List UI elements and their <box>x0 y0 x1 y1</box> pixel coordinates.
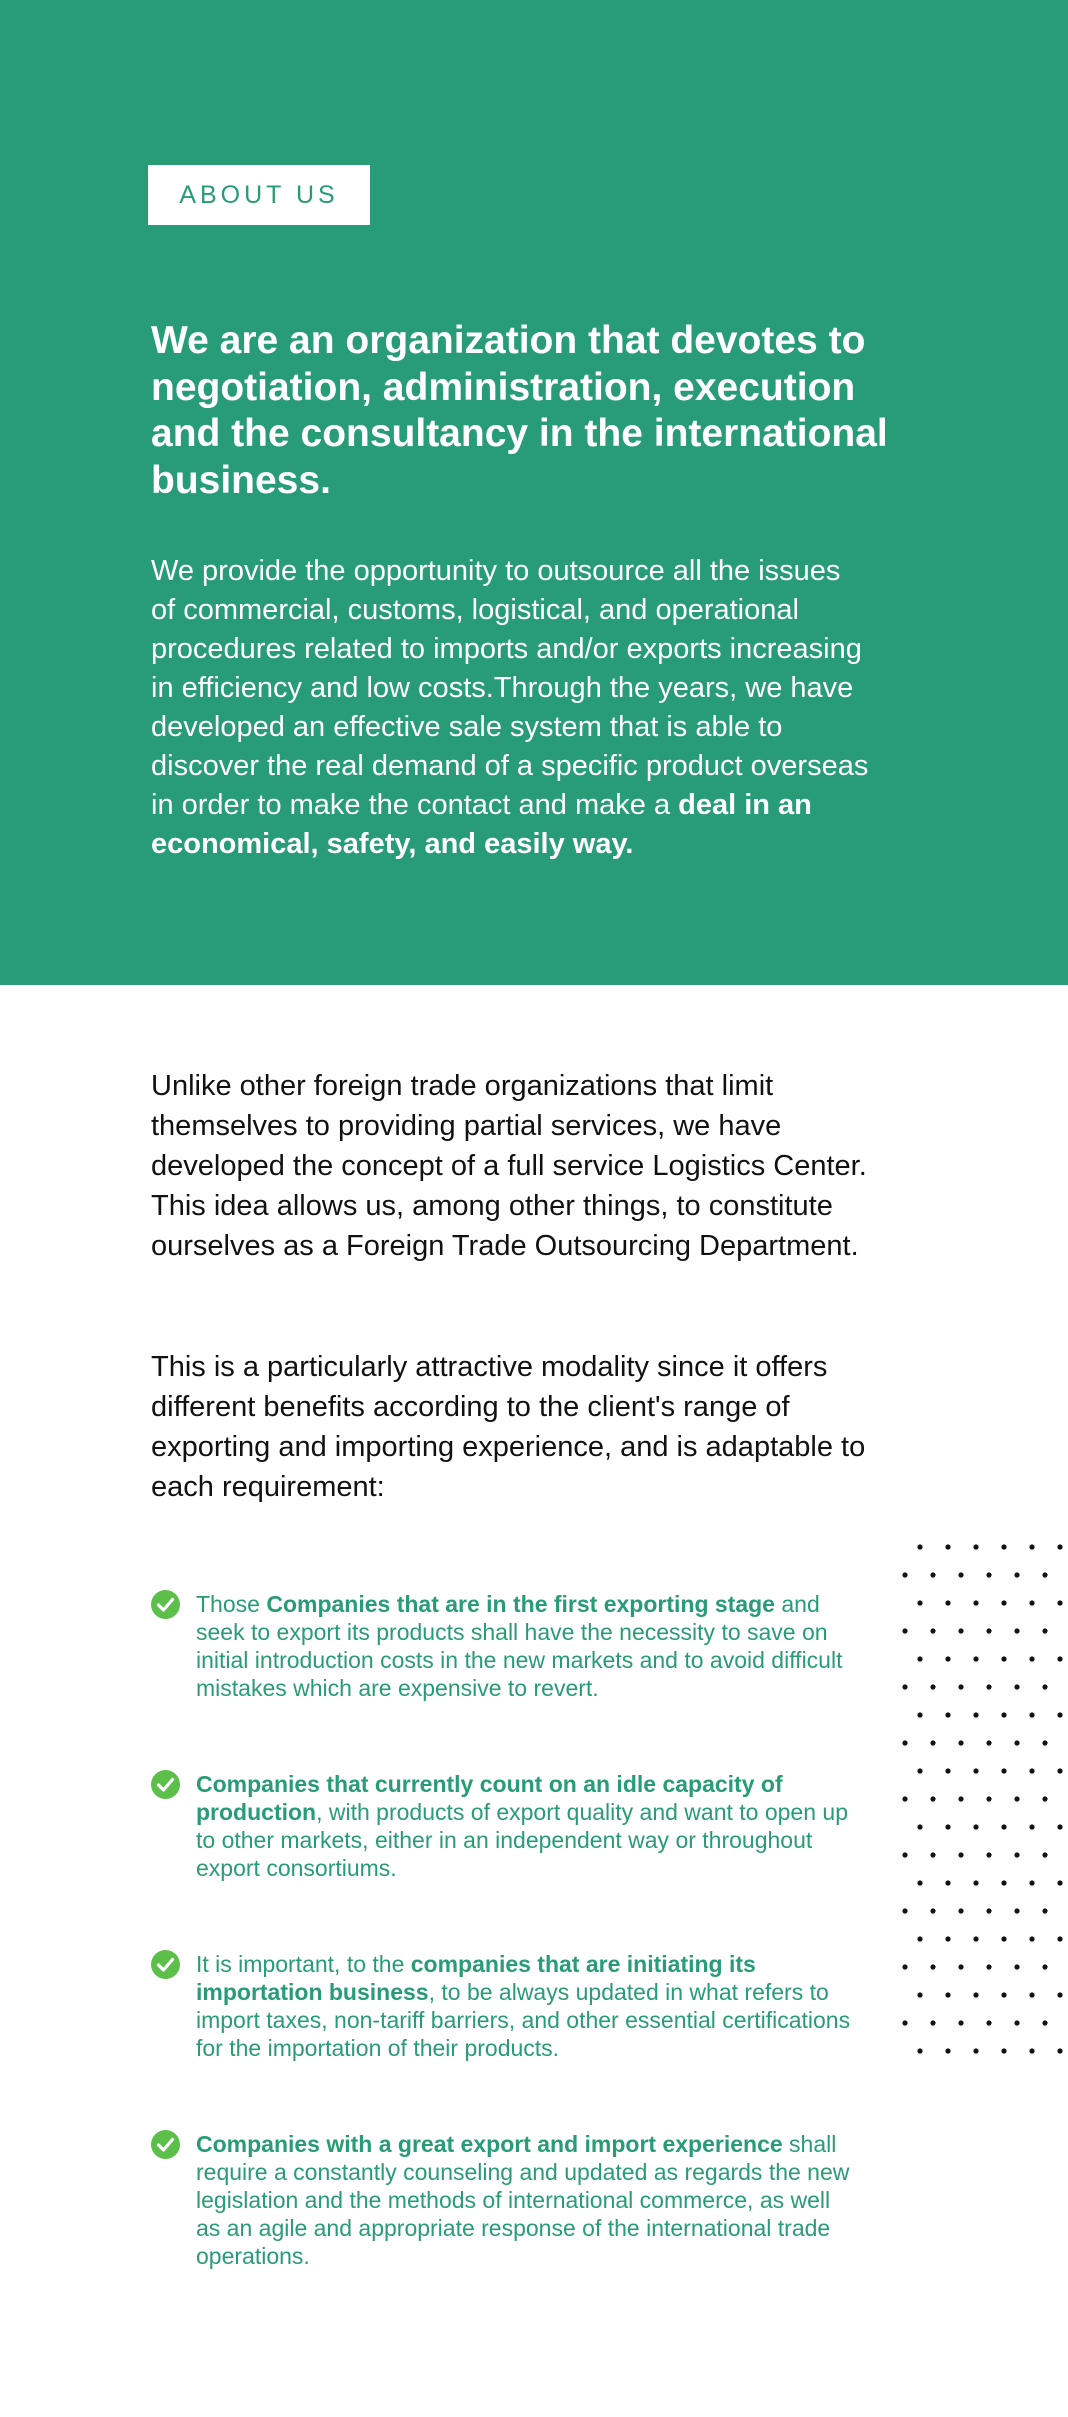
decorative-dot <box>1014 1908 1019 1913</box>
decorative-dot <box>1001 1992 1006 1997</box>
decorative-dot <box>917 1768 922 1773</box>
decorative-dot <box>930 1740 935 1745</box>
decorative-dot <box>1001 2048 1006 2053</box>
decorative-dot <box>986 1628 991 1633</box>
benefit-text <box>196 1950 856 2062</box>
benefit-text-rest: and seek to export its products shall have the necessity to save on initial introduction costs in the new markets and to avoid difficult mistakes which are expensive to revert. <box>196 1591 843 1701</box>
decorative-dot <box>1057 1768 1062 1773</box>
decorative-dot <box>1001 1768 1006 1773</box>
decorative-dot <box>917 1712 922 1717</box>
decorative-dot <box>902 1796 907 1801</box>
decorative-dot <box>945 1656 950 1661</box>
decorative-dot <box>930 1628 935 1633</box>
decorative-dot <box>902 1684 907 1689</box>
decorative-dot <box>945 1936 950 1941</box>
decorative-dot <box>1042 1852 1047 1857</box>
decorative-dot <box>1042 1964 1047 1969</box>
decorative-dot <box>1014 1684 1019 1689</box>
decorative-dot <box>1057 1544 1062 1549</box>
decorative-dot <box>958 1572 963 1577</box>
decorative-dot <box>1014 1796 1019 1801</box>
decorative-dot <box>1057 2048 1062 2053</box>
benefit-text <box>196 2130 856 2270</box>
benefit-text <box>196 1590 856 1702</box>
decorative-dot <box>1057 1600 1062 1605</box>
decorative-dot <box>917 1824 922 1829</box>
decorative-dot <box>1042 2020 1047 2025</box>
decorative-dot <box>973 1824 978 1829</box>
decorative-dot <box>1057 1712 1062 1717</box>
decorative-dot <box>958 1908 963 1913</box>
decorative-dot <box>1029 1880 1034 1885</box>
decorative-dot <box>986 1908 991 1913</box>
decorative-dot <box>917 1936 922 1941</box>
decorative-dot <box>1029 1768 1034 1773</box>
decorative-dot <box>1014 2020 1019 2025</box>
decorative-dot <box>973 1936 978 1941</box>
decorative-dot <box>1042 1740 1047 1745</box>
benefit-text-emphasis: Companies with a great export and import experience <box>196 2131 783 2157</box>
decorative-dot <box>945 1824 950 1829</box>
hero-description-text: We provide the opportunity to outsource all the issues of commercial, customs, logistical, and operational procedures related to imports and/or exports increasing in efficiency and low costs.Through the years, we have developed an effective sale system that is able to discover the real demand of a specific product overseas in order to make the contact and make a <box>151 555 869 821</box>
decorative-dot <box>986 1572 991 1577</box>
decorative-dot <box>945 1712 950 1717</box>
decorative-dot <box>902 1964 907 1969</box>
decorative-dot <box>1042 1908 1047 1913</box>
benefit-text-emphasis: companies that are initiating its importation business <box>196 1951 756 2005</box>
benefit-text <box>196 1770 856 1882</box>
decorative-dot <box>1014 1628 1019 1633</box>
decorative-dot <box>973 1768 978 1773</box>
benefit-text-lead: Those <box>196 1591 267 1617</box>
decorative-dot <box>902 1852 907 1857</box>
check-circle-icon <box>151 2130 180 2159</box>
decorative-dot <box>1001 1544 1006 1549</box>
decorative-dot <box>1042 1684 1047 1689</box>
hero-description-emphasis: deal in an economical, safety, and easily way. <box>151 789 812 860</box>
benefit-item <box>151 1950 856 2062</box>
decorative-dot <box>973 1992 978 1997</box>
about-us-button[interactable]: ABOUT US <box>148 165 370 225</box>
decorative-dot <box>945 1600 950 1605</box>
benefit-text-rest: , with products of export quality and want to open up to other markets, either in an independent way or throughout export consortiums. <box>196 1799 848 1881</box>
decorative-dot <box>973 1600 978 1605</box>
decorative-dot <box>1014 1852 1019 1857</box>
decorative-dot <box>1057 1936 1062 1941</box>
decorative-dot <box>930 2020 935 2025</box>
decorative-dot <box>917 1992 922 1997</box>
decorative-dot <box>958 1796 963 1801</box>
dot-pattern-decoration <box>898 1537 1068 2061</box>
benefit-item <box>151 2130 856 2270</box>
benefit-text-emphasis: Companies that currently count on an idle capacity of production <box>196 1771 783 1825</box>
benefit-text-rest: shall require a constantly counseling and updated as regards the new legislation and the methods of international commerce, as well as an agile and appropriate response of the international trade operations. <box>196 2131 850 2269</box>
decorative-dot <box>945 1880 950 1885</box>
decorative-dot <box>902 2020 907 2025</box>
decorative-dot <box>958 1964 963 1969</box>
decorative-dot <box>1029 1936 1034 1941</box>
decorative-dot <box>973 1544 978 1549</box>
decorative-dot <box>1042 1796 1047 1801</box>
decorative-dot <box>917 2048 922 2053</box>
benefit-text-lead: It is important, to the <box>196 1951 411 1977</box>
decorative-dot <box>917 1600 922 1605</box>
benefit-item <box>151 1770 856 1882</box>
decorative-dot <box>945 1544 950 1549</box>
decorative-dot <box>986 2020 991 2025</box>
decorative-dot <box>1029 2048 1034 2053</box>
check-circle-icon <box>151 1590 180 1619</box>
decorative-dot <box>902 1628 907 1633</box>
decorative-dot <box>1029 1824 1034 1829</box>
decorative-dot <box>930 1852 935 1857</box>
decorative-dot <box>1001 1824 1006 1829</box>
decorative-dot <box>1001 1936 1006 1941</box>
decorative-dot <box>1042 1572 1047 1577</box>
decorative-dot <box>930 1908 935 1913</box>
decorative-dot <box>958 1684 963 1689</box>
intro-paragraph: Unlike other foreign trade organizations that limit themselves to providing partial services, we have developed the concept of a full service Logistics Center. This idea allows us, among other things, to constitute ourselves as a Foreign Trade Outsourcing Department. <box>151 1070 867 1262</box>
decorative-dot <box>973 1712 978 1717</box>
decorative-dot <box>986 1796 991 1801</box>
decorative-dot <box>958 2020 963 2025</box>
decorative-dot <box>1029 1712 1034 1717</box>
decorative-dot <box>1029 1656 1034 1661</box>
decorative-dot <box>902 1908 907 1913</box>
decorative-dot <box>958 1740 963 1745</box>
decorative-dot <box>1029 1992 1034 1997</box>
decorative-dot <box>902 1740 907 1745</box>
benefit-item <box>151 1590 856 1702</box>
benefit-text-emphasis: Companies that are in the first exporting stage <box>266 1591 775 1617</box>
check-circle-icon <box>151 1950 180 1979</box>
decorative-dot <box>1057 1824 1062 1829</box>
decorative-dot <box>986 1852 991 1857</box>
decorative-dot <box>1001 1656 1006 1661</box>
decorative-dot <box>917 1656 922 1661</box>
decorative-dot <box>1057 1880 1062 1885</box>
decorative-dot <box>1014 1964 1019 1969</box>
decorative-dot <box>986 1740 991 1745</box>
decorative-dot <box>986 1684 991 1689</box>
decorative-dot <box>958 1852 963 1857</box>
hero-description <box>151 552 871 864</box>
decorative-dot <box>986 1964 991 1969</box>
check-circle-icon <box>151 1770 180 1799</box>
decorative-dot <box>973 2048 978 2053</box>
decorative-dot <box>1001 1600 1006 1605</box>
decorative-dot <box>945 2048 950 2053</box>
decorative-dot <box>1057 1992 1062 1997</box>
decorative-dot <box>1042 1628 1047 1633</box>
hero-section <box>0 0 1068 985</box>
decorative-dot <box>917 1880 922 1885</box>
decorative-dot <box>1014 1572 1019 1577</box>
decorative-dot <box>930 1572 935 1577</box>
decorative-dot <box>1001 1712 1006 1717</box>
decorative-dot <box>973 1880 978 1885</box>
decorative-dot <box>1029 1600 1034 1605</box>
decorative-dot <box>930 1684 935 1689</box>
decorative-dot <box>945 1768 950 1773</box>
benefit-text-rest: , to be always updated in what refers to import taxes, non-tariff barriers, and other essential certifications for the importation of their products. <box>196 1979 851 2061</box>
decorative-dot <box>1057 1656 1062 1661</box>
decorative-dot <box>945 1992 950 1997</box>
decorative-dot <box>930 1964 935 1969</box>
benefits-intro-paragraph: This is a particularly attractive modality since it offers different benefits according to the client's range of exporting and importing experience, and is adaptable to each requirement: <box>151 1351 866 1503</box>
hero-title: We are an organization that devotes to negotiation, administration, execution and the consultancy in the international business. <box>151 319 888 502</box>
decorative-dot <box>1001 1880 1006 1885</box>
decorative-dot <box>958 1628 963 1633</box>
decorative-dot <box>973 1656 978 1661</box>
decorative-dot <box>902 1572 907 1577</box>
decorative-dot <box>930 1796 935 1801</box>
decorative-dot <box>917 1544 922 1549</box>
decorative-dot <box>1029 1544 1034 1549</box>
decorative-dot <box>1014 1740 1019 1745</box>
